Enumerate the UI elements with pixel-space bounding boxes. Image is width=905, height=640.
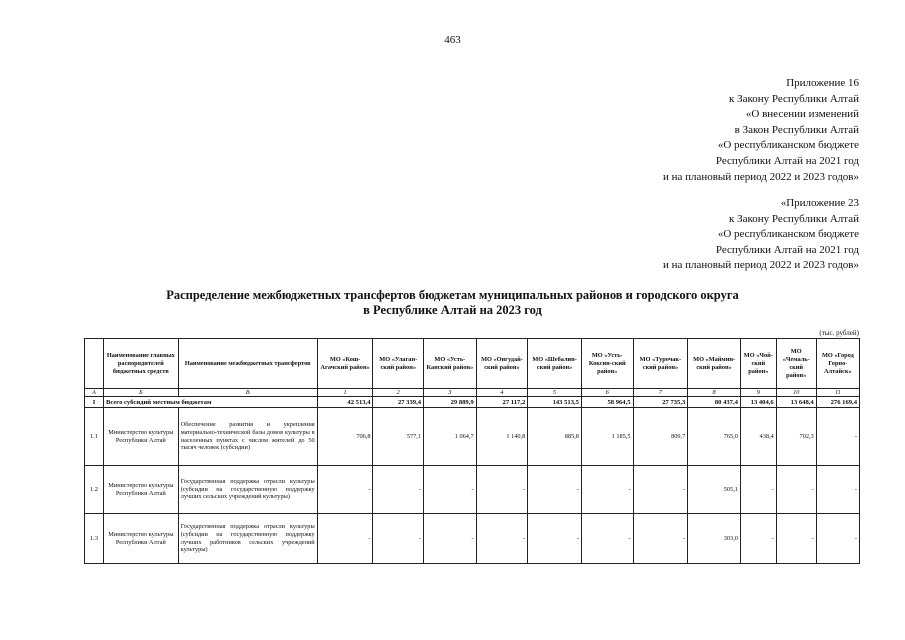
- appendix-line: в Закон Республики Алтай: [734, 123, 859, 136]
- appendix-line: Республики Алтай на 2021 год: [715, 154, 859, 167]
- total-value: 27 735,3: [633, 397, 688, 408]
- total-row: [85, 397, 860, 408]
- value-cell: 1 140,8: [476, 408, 528, 466]
- value-cell: -: [424, 514, 477, 564]
- value-cell: -: [776, 514, 816, 564]
- value-cell: -: [740, 514, 776, 564]
- total-value: 29 889,9: [424, 397, 477, 408]
- total-value: 13 648,4: [776, 397, 816, 408]
- value-cell: -: [476, 466, 528, 514]
- transfer-name: Государственная поддержка отрасли культуры (субсидии на государственную поддержку лучших сельских учреждений культуры): [178, 466, 317, 514]
- value-cell: -: [476, 514, 528, 564]
- value-cell: 765,0: [688, 408, 741, 466]
- appendix-line: «О республиканском бюджете: [717, 139, 859, 152]
- value-cell: -: [816, 408, 859, 466]
- transfer-name: Государственная поддержка отрасли культуры (субсидии на государственную поддержку лучших работников сельских учреждений культуры): [178, 514, 317, 564]
- index-cell: 7: [633, 389, 688, 397]
- value-cell: 1 185,5: [581, 408, 633, 466]
- total-value: 143 513,5: [528, 397, 582, 408]
- total-value: 27 339,4: [373, 397, 424, 408]
- value-cell: 885,8: [528, 408, 582, 466]
- value-cell: -: [581, 466, 633, 514]
- header-rowno: [85, 339, 104, 389]
- index-cell: 3: [424, 389, 477, 397]
- value-cell: -: [776, 466, 816, 514]
- appendix-line: к Закону Республики Алтай: [729, 92, 859, 105]
- header-district: МО «Турочак-ский район»: [633, 339, 688, 389]
- appendix-line: и на плановый период 2022 и 2023 годов»: [662, 259, 859, 272]
- transfer-name: Обеспечение развития и укрепления материально-технической базы домов культуры в населенных пунктах с числом жителей до 50 тысяч человек (субсидии): [178, 408, 317, 466]
- value-cell: -: [633, 466, 688, 514]
- value-cell: 1 064,7: [424, 408, 477, 466]
- index-cell: А: [85, 389, 104, 397]
- ministry-name: Министерство культуры Республики Алтай: [103, 514, 178, 564]
- index-cell: В: [178, 389, 317, 397]
- row-number: 1.1: [85, 408, 104, 466]
- page-number: 463: [444, 34, 461, 46]
- header-district: МО «Город Горно-Алтайск»: [816, 339, 859, 389]
- total-value: 58 964,5: [581, 397, 633, 408]
- table-row: [85, 466, 860, 514]
- header-district: МО «Шебалин-ский район»: [528, 339, 582, 389]
- value-cell: -: [373, 514, 424, 564]
- title-line-1: Распределение межбюджетных трансфертов бюджетам муниципальных районов и городского округа: [166, 288, 739, 302]
- ministry-name: Министерство культуры Республики Алтай: [103, 466, 178, 514]
- value-cell: -: [528, 466, 582, 514]
- index-cell: 1: [317, 389, 373, 397]
- appendix-line: Приложение 16: [786, 77, 859, 89]
- value-cell: 577,1: [373, 408, 424, 466]
- header-district: МО «Усть-Канский район»: [424, 339, 477, 389]
- transfers-table: [84, 338, 860, 564]
- total-value: 27 117,2: [476, 397, 528, 408]
- header-district: МО «Чой-ский район»: [740, 339, 776, 389]
- total-value: 13 404,6: [740, 397, 776, 408]
- appendix-header: [663, 76, 859, 185]
- appendix-quote: [663, 196, 859, 274]
- ministry-name: Министерство культуры Республики Алтай: [103, 408, 178, 466]
- value-cell: -: [424, 466, 477, 514]
- value-cell: 809,7: [633, 408, 688, 466]
- units-label: (тыс. рублей): [819, 329, 859, 337]
- title-line-2: в Республике Алтай на 2023 год: [363, 303, 542, 317]
- value-cell: -: [740, 466, 776, 514]
- value-cell: 702,3: [776, 408, 816, 466]
- index-row: [85, 389, 860, 397]
- row-number: 1.3: [85, 514, 104, 564]
- value-cell: -: [373, 466, 424, 514]
- total-no: I: [85, 397, 104, 408]
- value-cell: -: [317, 514, 373, 564]
- header-ministry: Наименование главных распорядителей бюджетных средств: [103, 339, 178, 389]
- value-cell: 438,4: [740, 408, 776, 466]
- index-cell: 8: [688, 389, 741, 397]
- index-cell: 9: [740, 389, 776, 397]
- appendix-line: «Приложение 23: [780, 197, 859, 209]
- value-cell: 303,0: [688, 514, 741, 564]
- header-district: МО «Онгудай-ский район»: [476, 339, 528, 389]
- header-district: МО «Чемаль-ский район»: [776, 339, 816, 389]
- header-transfer: Наименование межбюджетных трансфертов: [178, 339, 317, 389]
- header-district: МО «Кош-Агачский район»: [317, 339, 373, 389]
- header-district: МО «Усть-Коксин-ский район»: [581, 339, 633, 389]
- total-value: 42 513,4: [317, 397, 373, 408]
- index-cell: Б: [103, 389, 178, 397]
- appendix-line: «О республиканском бюджете: [717, 228, 859, 241]
- document-title: [0, 288, 905, 318]
- index-cell: 5: [528, 389, 582, 397]
- appendix-line: Республики Алтай на 2021 год: [715, 243, 859, 256]
- value-cell: -: [816, 466, 859, 514]
- table-row: [85, 408, 860, 466]
- appendix-line: и на плановый период 2022 и 2023 годов»: [662, 170, 859, 183]
- value-cell: -: [816, 514, 859, 564]
- appendix-line: «О внесении изменений: [745, 108, 859, 121]
- header-district: МО «Улаган-ский район»: [373, 339, 424, 389]
- value-cell: -: [581, 514, 633, 564]
- value-cell: 706,8: [317, 408, 373, 466]
- row-number: 1.2: [85, 466, 104, 514]
- index-cell: 11: [816, 389, 859, 397]
- total-value: 80 437,4: [688, 397, 741, 408]
- index-cell: 6: [581, 389, 633, 397]
- header-district: МО «Маймин-ский район»: [688, 339, 741, 389]
- table-row: [85, 514, 860, 564]
- total-label: Всего субсидий местным бюджетам: [103, 397, 317, 408]
- index-cell: 2: [373, 389, 424, 397]
- index-cell: 10: [776, 389, 816, 397]
- total-value: 276 169,4: [816, 397, 859, 408]
- appendix-line: к Закону Республики Алтай: [729, 212, 859, 225]
- value-cell: -: [528, 514, 582, 564]
- value-cell: 505,1: [688, 466, 741, 514]
- table-header-row: [85, 339, 860, 389]
- index-cell: 4: [476, 389, 528, 397]
- value-cell: -: [633, 514, 688, 564]
- value-cell: -: [317, 466, 373, 514]
